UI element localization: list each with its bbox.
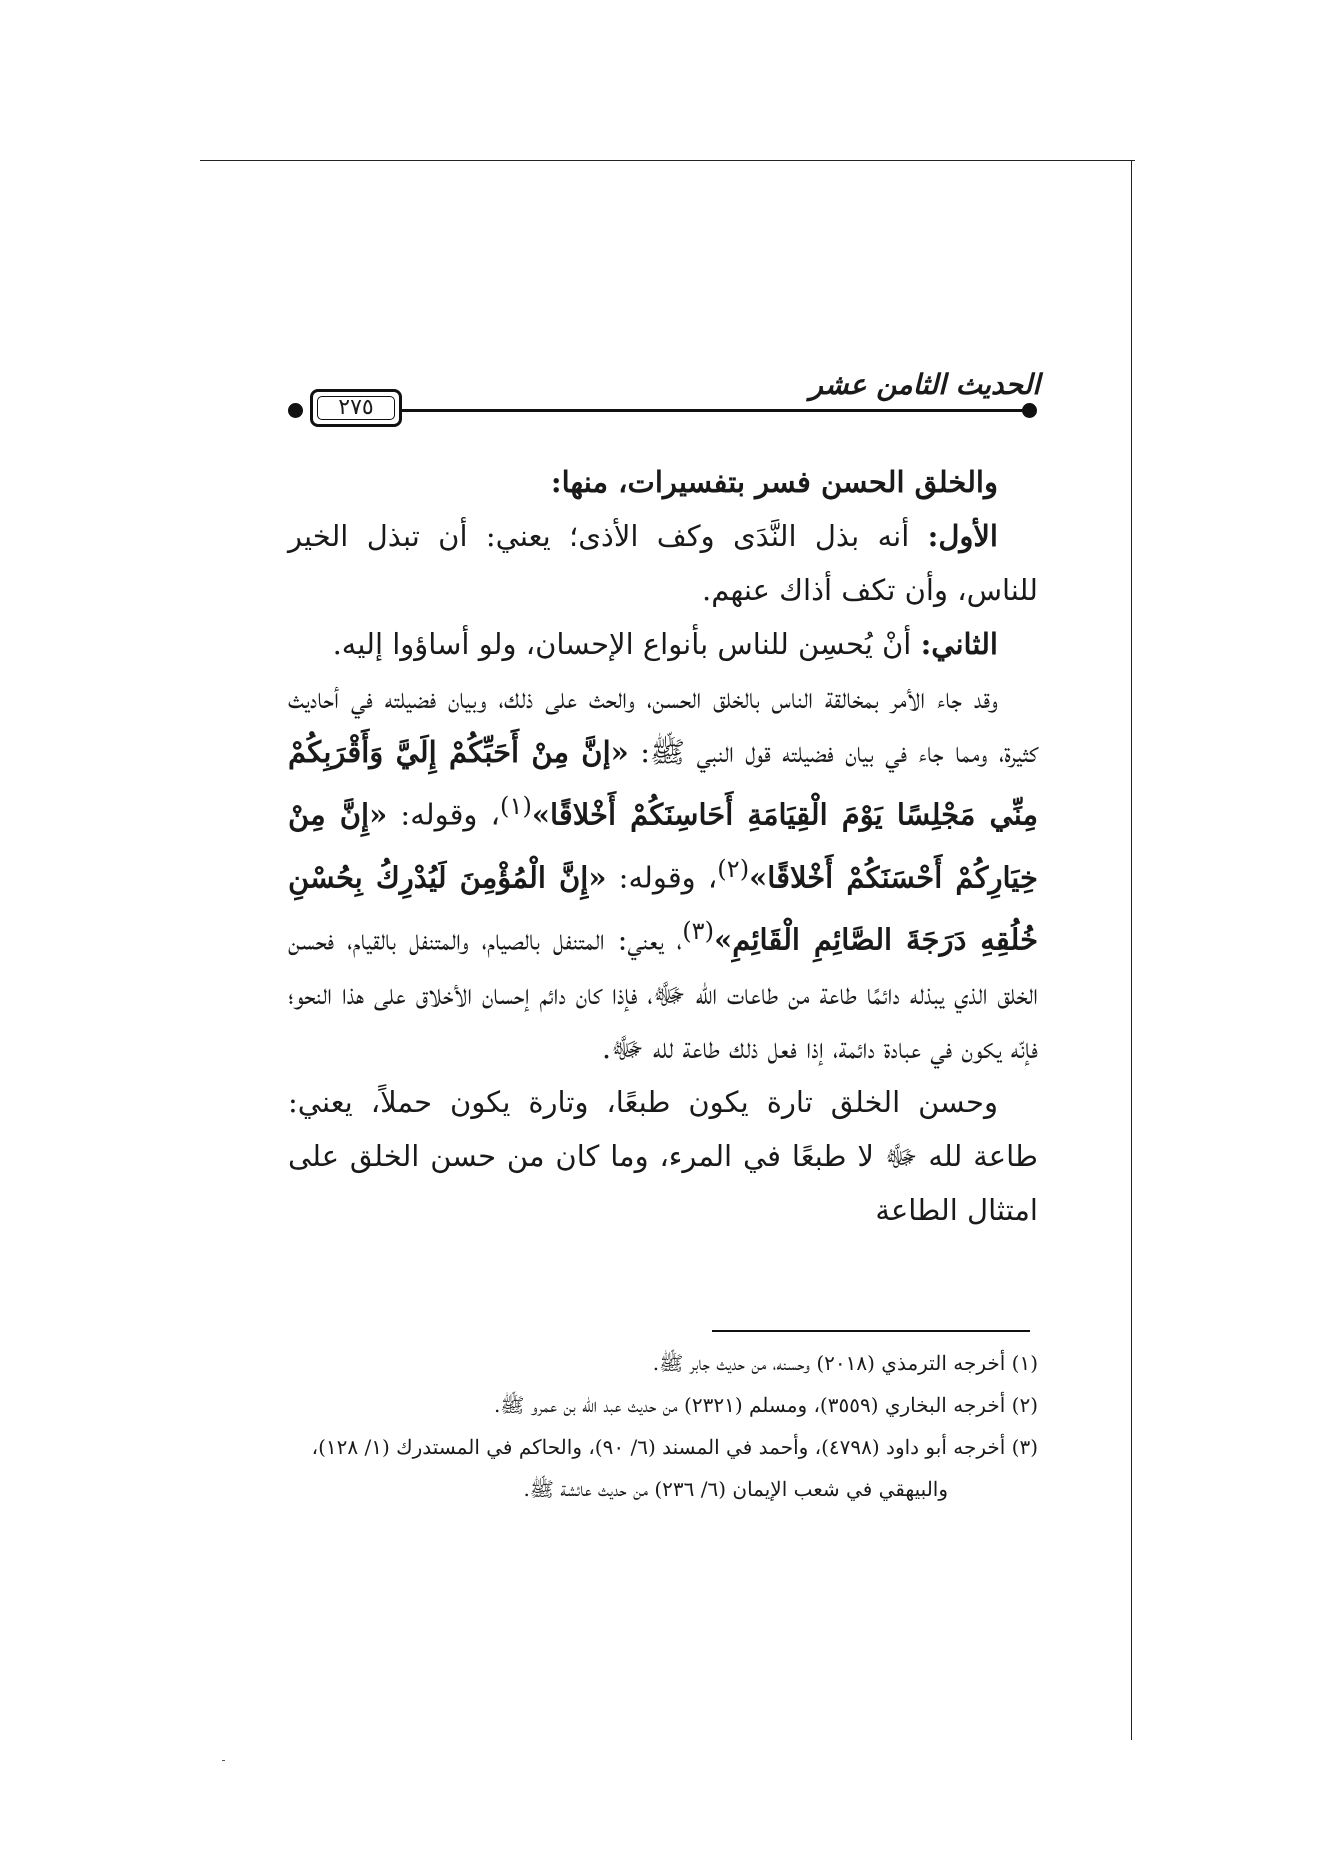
paragraph-hadiths	[288, 671, 1038, 1075]
footnote: (١) أخرجه الترمذي (٢٠١٨) وحسنه، من حديث جابر ﷺ.	[652, 1351, 1038, 1375]
paragraph-text: ، يعني: المتنفل بالصيام، والمتنفل بالقيام، فحسن الخلق الذي يبذله دائمًا طاعة من طاعات الله ﷻ، فإذا كان دائم إحسان الأخلاق على هذا النحو؛ فإنّه يكون في عبادة دائمة، إذا فعل ذلك طاعة لله ﷻ.	[288, 922, 1038, 1065]
footnote-ref: (٢)	[717, 854, 750, 883]
header-dot-left-icon	[288, 403, 303, 418]
page-number: ٢٧٥	[338, 395, 374, 420]
footnote-ref: (٣)	[682, 917, 715, 946]
footnote: (٣) أخرجه أبو داود (٤٧٩٨)، وأحمد في المسند (٦/ ٩٠)، والحاكم في المستدرك (١/ ١٢٨)،	[311, 1435, 1038, 1459]
footnote: (٢) أخرجه البخاري (٣٥٥٩)، ومسلم (٢٣٢١) من حديث عبد الله بن عمرو ﷺ.	[493, 1393, 1038, 1417]
section-heading: والخلق الحسن فسر بتفسيرات، منها:	[550, 465, 998, 499]
paragraph-text: وقد جاء الأمر بمخالقة الناس بالخلق الحسن، والحث على ذلك، وبيان فضيلته في أحاديث كثيرة، ومما جاء في بيان فضيلته قول النبي ﷺ:	[288, 681, 1039, 769]
paragraph-last: وحسن الخلق تارة يكون طبعًا، وتارة يكون حملاً، يعني: طاعة لله ﷻ لا طبعًا في المرء، وما كان من حسن الخلق على امتثال الطاعة	[288, 1084, 1038, 1227]
footnote-ref: (١)	[500, 792, 532, 820]
footnotes	[290, 1342, 1038, 1510]
paragraph-lead: الأول:	[927, 519, 998, 553]
page-number-frame	[310, 389, 402, 427]
paragraph-text: أنْ يُحسِن للناس بأنواع الإحسان، ولو أساؤوا إليه.	[332, 627, 921, 661]
paragraph-text: ، وقوله:	[387, 797, 501, 832]
paragraph-text: ، وقوله:	[606, 860, 718, 895]
crop-mark-top	[200, 160, 1135, 161]
crop-mark-right	[1131, 160, 1132, 1740]
hadith-quote: «إِنَّ الْمُؤْمِنَ لَيُدْرِكُ بِحُسْنِ خُلُقِهِ دَرَجَةَ الصَّائِمِ الْقَائِمِ»	[288, 860, 1038, 957]
main-text	[288, 455, 1038, 1237]
header-rule	[398, 409, 1030, 412]
hadith-quote: «إنَّ مِنْ أَحَبِّكُمْ إِلَيَّ وَأَقْرَبِكُمْ مِنِّي مَجْلِسًا يَوْمَ الْقِيَامَةِ أَحَاسِنَكُمْ أَخْلاقًا»	[288, 735, 1038, 832]
paragraph-second	[288, 617, 1038, 671]
footnote-separator	[712, 1330, 1030, 1332]
paragraph-lead: الثاني:	[920, 627, 998, 661]
header-dot-right-icon	[1022, 403, 1037, 418]
paragraph-text: أنه بذل النَّدَى وكف الأذى؛ يعني: أن تبذل الخير للناس، وأن تكف أذاك عنهم.	[288, 519, 1038, 607]
page-header	[288, 368, 1040, 442]
paragraph-first	[288, 509, 1038, 617]
hadith-quote: «إِنَّ مِنْ خِيَارِكُمْ أَحْسَنَكُمْ أَخْلاقًا»	[288, 797, 1038, 895]
footnote: والبيهقي في شعب الإيمان (٦/ ٢٣٦) من حديث عائشة ﷺ.	[523, 1477, 948, 1501]
scan-speck	[222, 1760, 225, 1761]
chapter-title: الحديث الثامن عشر	[809, 368, 1040, 401]
